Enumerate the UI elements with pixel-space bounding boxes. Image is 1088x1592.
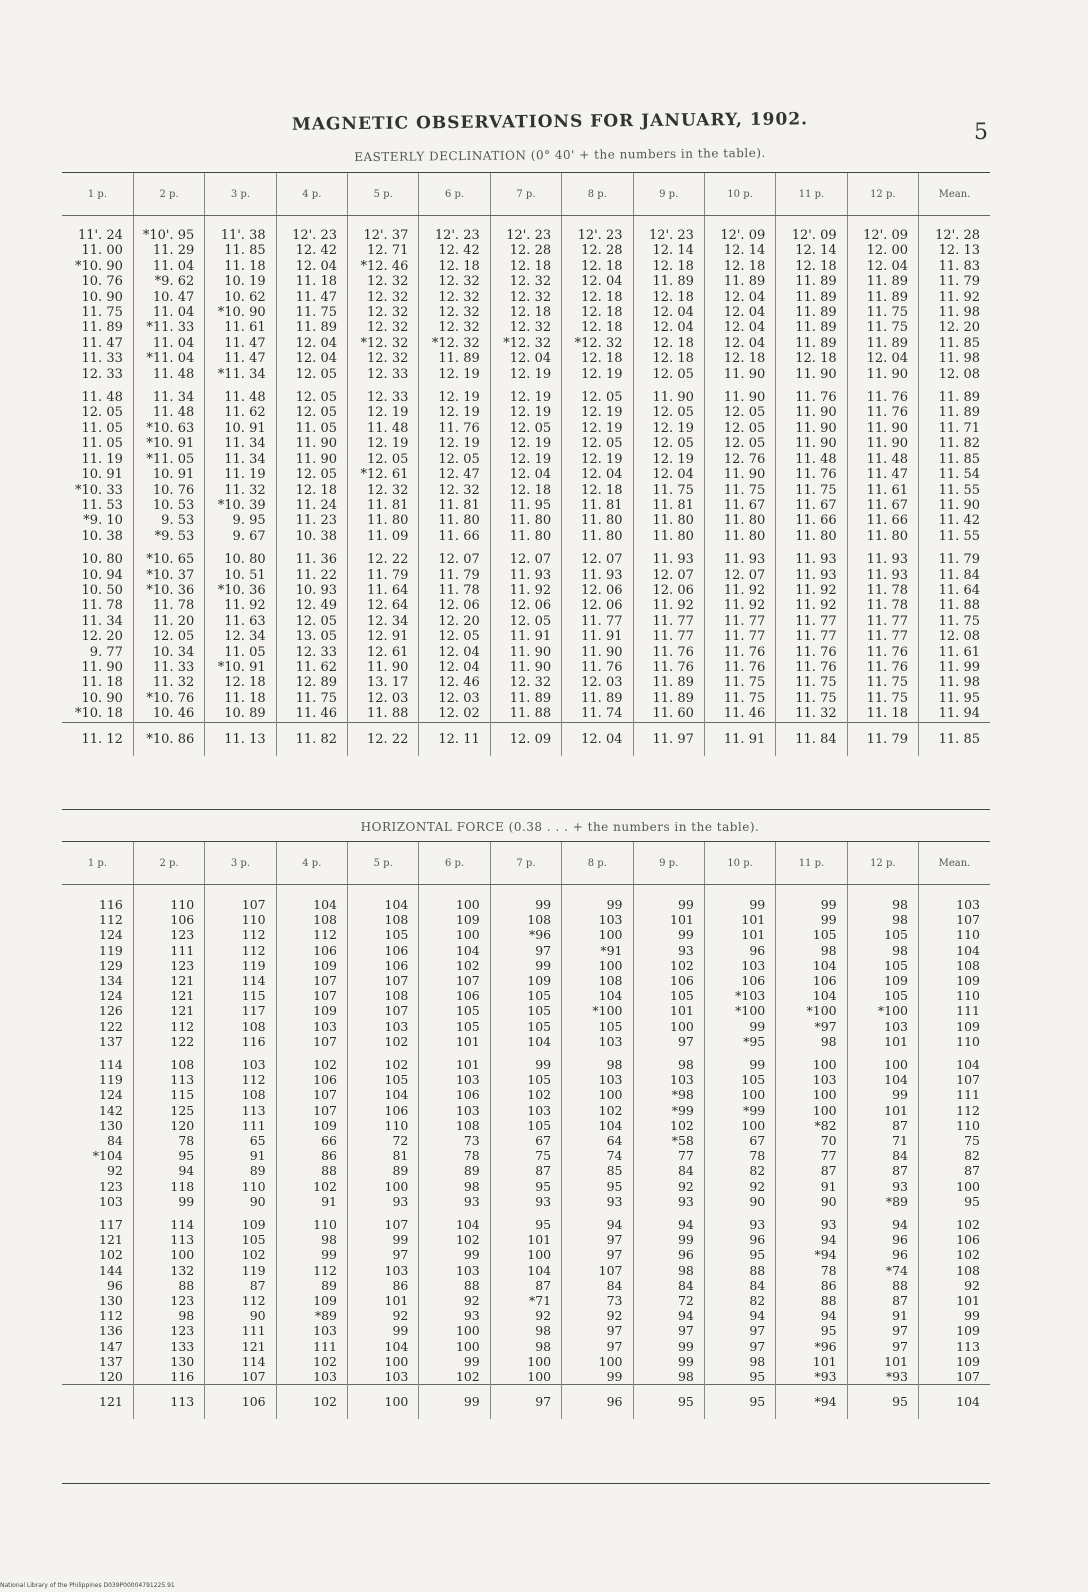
table-cell: 11. 48 11. 62 10. 91 11. 34 11. 34 11. 19 11. 32 *10. 39 9. 95 9. 67 [205,382,276,544]
table-cell: 117 121 102 144 96 130 112 136 147 137 120 [62,1209,133,1385]
page-title: MAGNETIC OBSERVATIONS FOR JANUARY, 1902. [291,109,809,135]
table-cell: 12. 05 12. 05 11. 05 11. 90 11. 90 12. 05 12. 18 11. 24 11. 23 10. 38 [276,382,347,544]
column-header: 4 p. [276,173,347,216]
table-cell: 12'. 37 12. 71 *12. 46 12. 32 12. 32 12. 32 12. 32 *12. 32 12. 32 12. 33 [348,216,419,383]
table-cell: 11. 93 12. 07 12. 06 11. 92 11. 77 11. 77 11. 76 11. 76 11. 89 11. 89 11. 60 [633,544,704,722]
table-cell: 103 107 110 104 108 109 110 111 109 110 [956,897,980,1049]
column-header: 11 p. [776,842,847,885]
table-cell: 99 99 105 98 104 106 104 *100 *97 98 [776,885,847,1050]
mean-cell: 11. 79 [847,722,918,756]
mean-cell: 11. 91 [704,722,775,756]
table-cell: 103 112 108 113 111 65 91 89 110 90 [205,1049,276,1209]
table-cell: 99 105 102 103 105 67 75 87 95 93 [490,1049,561,1209]
table-cell: 11. 90 12. 05 12. 05 12. 05 12. 76 11. 90 11. 75 11. 67 11. 80 11. 80 [704,382,775,544]
mean-cell: 95 [704,1385,775,1419]
mean-cell: 11. 85 [919,722,991,756]
table-cell: 11. 76 11. 90 11. 90 11. 90 11. 48 11. 76 11. 75 11. 67 11. 66 11. 80 [776,382,847,544]
table-cell: 114 113 100 132 88 123 98 123 133 130 116 [133,1209,204,1385]
mean-row [62,1385,990,1419]
table-cell: 11'. 38 11. 85 11. 18 10. 19 10. 62 *10. 90 11. 61 11. 47 11. 47 *11. 34 [205,216,276,383]
declination-subtitle: EASTERLY DECLINATION (0° 40' + the numbers in the table). [354,145,766,165]
mean-cell: 12. 22 [348,722,419,756]
declination-header-row [62,173,990,216]
mean-cell: 95 [847,1385,918,1419]
table-cell: 12. 19 12. 19 11. 76 12. 19 12. 05 12. 47 12. 32 11. 81 11. 80 11. 66 [419,382,490,544]
table-cell: 11. 48 12. 05 11. 05 11. 05 11. 19 10. 91 *10. 33 11. 53 *9. 10 10. 38 [62,382,133,544]
table-cell: 12'. 09 12. 14 12. 18 11. 89 11. 89 11. 89 11. 89 11. 89 12. 18 11. 90 [776,216,847,383]
column-header: 5 p. [348,173,419,216]
table-row-group [62,382,990,544]
mean-cell: 99 [419,1385,490,1419]
column-header: 9 p. [633,842,704,885]
table-cell: 12'. 09 12. 00 12. 04 11. 89 11. 89 11. 75 11. 75 11. 89 12. 04 11. 90 [847,216,918,383]
column-header: 8 p. [562,842,633,885]
mean-cell: 102 [276,1385,347,1419]
table-cell: 116 112 124 119 129 134 124 126 122 137 [62,885,133,1050]
declination-table [62,173,990,756]
table-cell: 12'. 23 12. 14 12. 18 11. 89 12. 18 12. 04 12. 04 12. 18 12. 18 12. 05 [633,216,704,383]
table-cell: 102 106 107 107 109 66 86 88 102 91 [276,1049,347,1209]
mean-cell: *94 [776,1385,847,1419]
table-cell: 11. 89 11. 89 11. 71 11. 82 11. 85 11. 54 11. 55 11. 90 11. 42 11. 55 [938,390,980,544]
mean-cell: 12. 11 [419,722,490,756]
table-cell: 12. 19 12. 19 12. 05 12. 19 12. 19 12. 04 12. 18 11. 95 11. 80 11. 80 [490,382,561,544]
table-cell: 110 98 99 112 89 109 *89 103 111 102 103 [276,1209,347,1385]
table-cell: 107 110 112 112 119 114 115 117 108 116 [205,885,276,1050]
table-cell: 12'. 28 12. 13 11. 83 11. 79 11. 92 11. 98 12. 20 11. 85 11. 98 12. 08 [935,228,980,382]
table-cell: 104 102 99 103 88 92 93 100 100 99 102 [419,1209,490,1385]
table-cell: 93 96 95 88 84 82 94 97 97 98 95 [704,1209,775,1385]
mean-cell: 96 [562,1385,633,1419]
footer-source: National Library of the Philippines D039P00004791225.91 [0,1582,175,1589]
table-cell: 98 103 100 102 104 64 74 85 95 93 [562,1049,633,1209]
table-row-group [62,216,990,383]
table-cell: 114 119 124 142 130 84 *104 92 123 103 [62,1049,133,1209]
table-cell: 104 108 105 106 106 107 108 107 103 102 [348,885,419,1050]
mean-cell: 12. 09 [490,722,561,756]
table-row-group [62,885,990,1050]
table-cell: 94 97 97 107 84 73 92 97 97 100 99 [562,1209,633,1385]
table-cell: 93 94 *94 78 86 88 94 95 *96 101 *93 [776,1209,847,1385]
mean-cell: 106 [205,1385,276,1419]
table-cell: 12. 07 11. 93 12. 06 12. 06 11. 77 11. 91 11. 90 11. 76 12. 03 11. 89 11. 74 [562,544,633,722]
column-header: 12 p. [847,173,918,216]
table-cell: 10. 80 10. 94 10. 50 11. 78 11. 34 12. 20 9. 77 11. 90 11. 18 10. 90 *10. 18 [62,544,133,722]
table-row-group [62,1209,990,1385]
column-header: Mean. [919,842,991,885]
column-header: 1 p. [62,842,133,885]
table-cell: 12'. 23 12. 42 12. 04 11. 18 11. 47 11. 75 11. 89 12. 04 12. 04 12. 05 [276,216,347,383]
table-cell: 98 98 105 98 105 109 105 *100 103 101 [847,885,918,1050]
table-cell: 98 103 *98 *99 102 *58 77 84 92 93 [633,1049,704,1209]
table-cell: 99 108 *96 97 99 109 105 105 105 104 [490,885,561,1050]
horizontal-force-table-wrap [62,841,990,1484]
column-header: 7 p. [490,173,561,216]
column-header: 3 p. [205,842,276,885]
table-cell: 100 103 100 100 *82 70 77 87 91 90 [776,1049,847,1209]
column-header: 10 p. [704,842,775,885]
mean-cell: 113 [133,1385,204,1419]
mean-cell: *10. 86 [133,722,204,756]
column-header: 8 p. [562,173,633,216]
column-header: 5 p. [348,842,419,885]
table-cell: 11'. 24 11. 00 *10. 90 10. 76 10. 90 11. 75 11. 89 11. 47 11. 33 12. 33 [62,216,133,383]
table-cell: 11. 93 11. 93 11. 92 11. 92 11. 77 11. 77 11. 76 11. 76 11. 75 11. 75 11. 32 [776,544,847,722]
mean-cell: 11. 13 [205,722,276,756]
table-cell: 95 101 100 104 87 *71 92 98 98 100 100 [490,1209,561,1385]
table-cell: 12. 07 11. 93 11. 92 12. 06 12. 05 11. 91 11. 90 11. 90 12. 32 11. 89 11. 88 [490,544,561,722]
mean-cell: 121 [62,1385,133,1419]
table-cell: 104 108 112 106 109 107 107 109 103 107 [276,885,347,1050]
table-cell: *10. 65 *10. 37 *10. 36 11. 78 11. 20 12. 05 10. 34 11. 33 11. 32 *10. 76 10. 46 [133,544,204,722]
table-cell: 12'. 23 12. 28 12. 18 12. 32 12. 32 12. 18 12. 32 *12. 32 12. 04 12. 19 [490,216,561,383]
table-cell: 102 105 104 106 110 72 81 89 100 93 [348,1049,419,1209]
table-cell: 12'. 23 12. 42 12. 18 12. 32 12. 32 12. 32 12. 32 *12. 32 11. 89 12. 19 [419,216,490,383]
horizontal-force-subtitle: HORIZONTAL FORCE (0.38 . . . + the numbers in the table). [360,820,760,834]
column-header: Mean. [919,173,991,216]
table-cell: 12. 22 11. 79 11. 64 12. 64 12. 34 12. 91 12. 61 11. 90 13. 17 12. 03 11. 88 [348,544,419,722]
page-number: 5 [974,120,988,145]
table-cell: 99 103 100 *91 100 108 104 *100 105 103 [562,885,633,1050]
table-cell: 94 99 96 98 84 72 94 97 99 99 98 [633,1209,704,1385]
table-cell: 100 104 99 101 87 71 84 87 93 *89 [847,1049,918,1209]
table-cell: 11. 36 11. 22 10. 93 12. 49 12. 05 13. 05 12. 33 11. 62 12. 89 11. 75 11. 46 [276,544,347,722]
mean-cell: 100 [348,1385,419,1419]
table-cell: 11. 93 11. 93 11. 78 11. 78 11. 77 11. 77 11. 76 11. 76 11. 75 11. 75 11. 18 [847,544,918,722]
table-cell: 99 101 101 96 103 106 *103 *100 99 *95 [704,885,775,1050]
declination-table-wrap [62,172,990,810]
column-header: 11 p. [776,173,847,216]
table-cell: 102 106 102 108 92 101 99 109 113 109 107 [956,1217,980,1385]
mean-cell: 11. 84 [776,722,847,756]
column-header: 4 p. [276,842,347,885]
column-header: 12 p. [847,842,918,885]
table-cell: 10. 80 10. 51 *10. 36 11. 92 11. 63 12. 34 11. 05 *10. 91 12. 18 11. 18 10. 89 [205,544,276,722]
horizontal-force-table [62,842,990,1419]
table-row-group [62,544,990,722]
column-header: 6 p. [419,173,490,216]
table-cell: 12. 33 12. 19 11. 48 12. 19 12. 05 *12. 61 12. 32 11. 81 11. 80 11. 09 [348,382,419,544]
table-row-group [62,1049,990,1209]
table-cell: 99 105 100 *99 100 67 78 82 92 90 [704,1049,775,1209]
column-header: 10 p. [704,173,775,216]
column-header: 9 p. [633,173,704,216]
column-header: 3 p. [205,173,276,216]
mean-cell: 11. 82 [276,722,347,756]
mean-cell: 12. 04 [562,722,633,756]
table-cell: 11. 93 12. 07 11. 92 11. 92 11. 77 11. 77 11. 76 11. 76 11. 75 11. 75 11. 46 [704,544,775,722]
table-cell: 11. 34 11. 48 *10. 63 *10. 91 *11. 05 10. 91 10. 76 10. 53 9. 53 *9. 53 [133,382,204,544]
table-cell: 12. 07 11. 79 11. 78 12. 06 12. 20 12. 05 12. 04 12. 04 12. 46 12. 03 12. 02 [419,544,490,722]
mean-row [62,722,990,756]
horizontal-force-header-row [62,842,990,885]
table-cell: 108 113 115 125 120 78 95 94 118 99 [133,1049,204,1209]
mean-cell: 97 [490,1385,561,1419]
column-header: 2 p. [133,842,204,885]
table-cell: 104 107 111 112 110 75 82 87 100 95 [956,1057,980,1209]
mean-cell: 104 [919,1385,991,1419]
table-cell: 99 101 99 93 102 106 105 101 100 97 [633,885,704,1050]
table-cell: *10'. 95 11. 29 11. 04 *9. 62 10. 47 11. 04 *11. 33 11. 04 *11. 04 11. 48 [133,216,204,383]
table-cell: 107 99 97 103 86 101 92 99 104 100 103 [348,1209,419,1385]
table-cell: 11. 76 11. 76 11. 90 11. 90 11. 48 11. 47 11. 61 11. 67 11. 66 11. 80 [847,382,918,544]
table-cell: 12'. 09 12. 14 12. 18 11. 89 12. 04 12. 04 12. 04 12. 04 12. 18 11. 90 [704,216,775,383]
table-cell: 109 105 102 119 87 112 90 111 121 114 107 [205,1209,276,1385]
table-cell: 101 103 106 103 108 73 78 89 98 93 [419,1049,490,1209]
mean-cell: 11. 97 [633,722,704,756]
column-header: 6 p. [419,842,490,885]
table-cell: 110 106 123 111 123 121 121 121 112 122 [133,885,204,1050]
column-header: 1 p. [62,173,133,216]
table-cell: 12. 05 12. 19 12. 19 12. 05 12. 19 12. 04 12. 18 11. 81 11. 80 11. 80 [562,382,633,544]
mean-cell: 11. 12 [62,722,133,756]
table-cell: 12'. 23 12. 28 12. 18 12. 04 12. 18 12. 18 12. 18 *12. 32 12. 18 12. 19 [562,216,633,383]
table-cell: 11. 90 12. 05 12. 19 12. 05 12. 19 12. 04 11. 75 11. 81 11. 80 11. 80 [633,382,704,544]
table-cell: 100 109 100 104 102 107 106 105 105 101 [419,885,490,1050]
mean-cell: 95 [633,1385,704,1419]
column-header: 7 p. [490,842,561,885]
table-cell: 94 96 96 *74 88 87 91 97 97 101 *93 [847,1209,918,1385]
column-header: 2 p. [133,173,204,216]
table-cell: 11. 79 11. 84 11. 64 11. 88 11. 75 12. 08 11. 61 11. 99 11. 98 11. 95 11. 94 [938,552,980,722]
